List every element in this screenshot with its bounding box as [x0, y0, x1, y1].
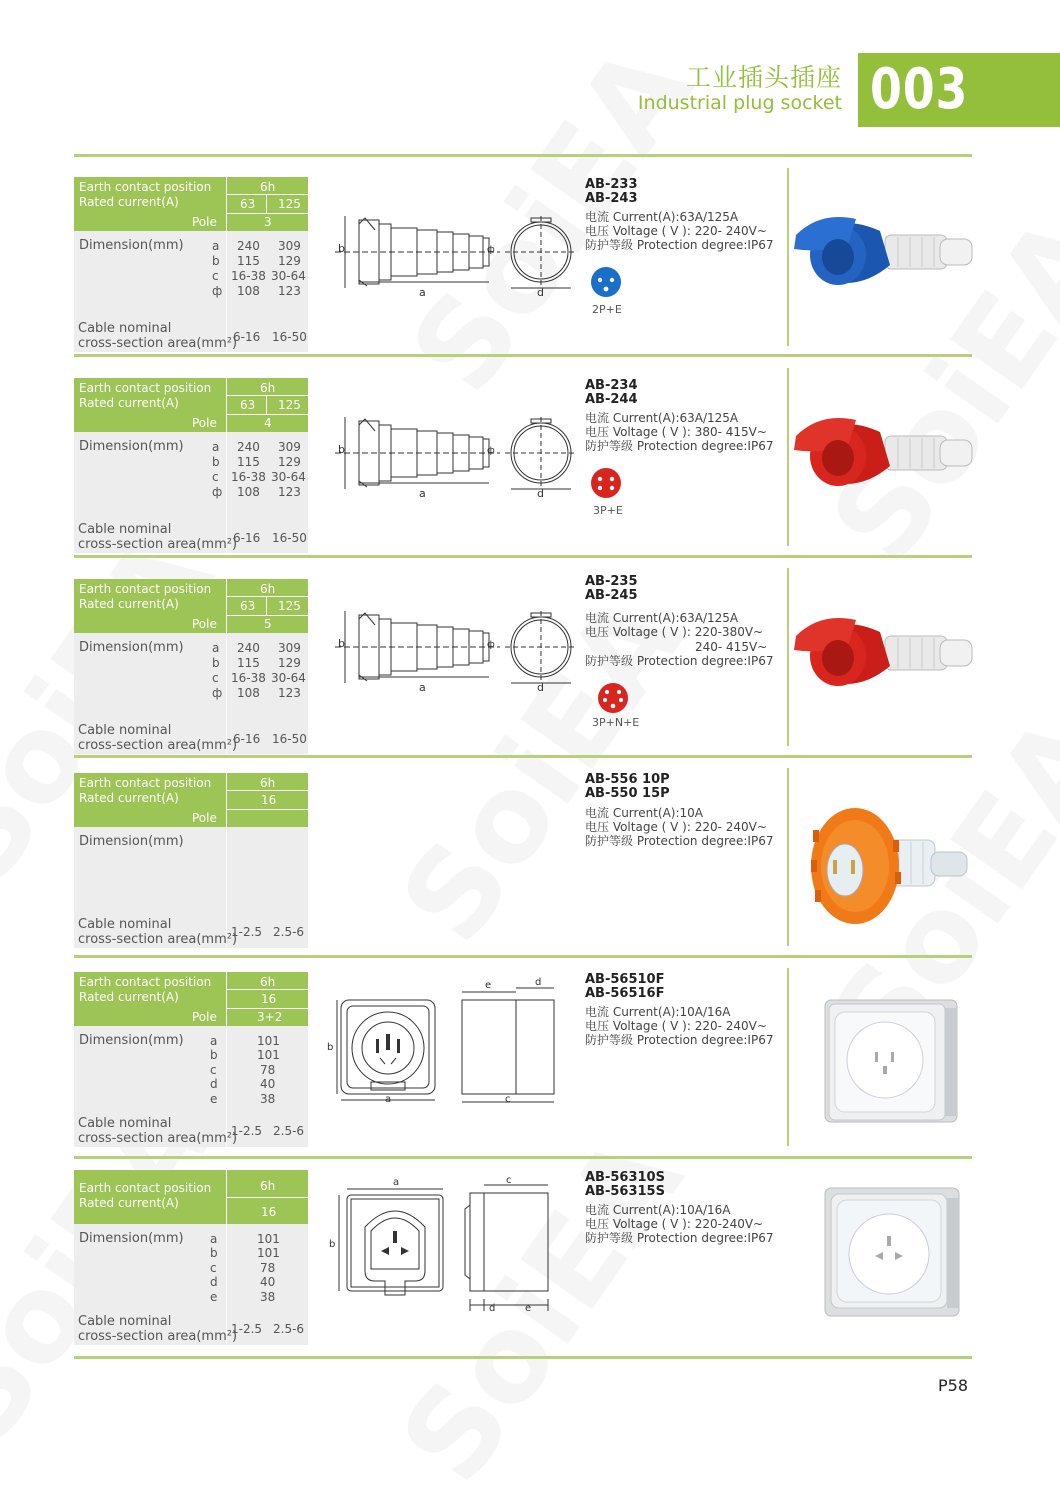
dimension-label: Dimension(mm)	[79, 238, 184, 253]
dim-letter: b	[338, 637, 345, 650]
dim-value: 123	[278, 686, 301, 700]
voltage-text: 240- 415V~	[695, 640, 768, 654]
current-text: 电流 Current(A):63A/125A	[585, 411, 739, 425]
voltage-text: 电压 Voltage ( V ): 220- 240V~	[585, 224, 767, 238]
divider	[74, 1156, 972, 1159]
earth-value: 6h	[260, 582, 276, 596]
divider	[74, 354, 972, 357]
rated-label: Rated current(A)	[79, 195, 179, 209]
dim-value: 108	[237, 686, 260, 700]
model-number: AB-233	[585, 177, 638, 192]
rated-label: Rated current(A)	[79, 791, 179, 805]
cable-label: Cable nominal	[78, 1314, 172, 1329]
dim-letter: b	[338, 242, 345, 255]
dim-letter: d	[537, 487, 544, 500]
earth-label: Earth contact position	[79, 582, 212, 596]
dim-value: 16-38	[231, 269, 266, 283]
dim-letter: ф	[487, 245, 495, 255]
current-value: 125	[278, 599, 301, 613]
pole-label: Pole	[192, 1010, 217, 1024]
dim-value: 240	[237, 239, 260, 253]
model-number: AB-243	[585, 191, 638, 206]
dim-value: 30-64	[271, 671, 306, 685]
dim-value: 38	[260, 1092, 276, 1106]
earth-value: 6h	[260, 1179, 276, 1193]
cable-value: 2.5-6	[273, 1124, 305, 1138]
column-separator	[787, 568, 789, 746]
current-value: 63	[240, 197, 256, 211]
protection-text: 防护等级 Protection degree:IP67	[585, 1033, 774, 1047]
dim-value: 115	[237, 656, 260, 670]
model-number: AB-244	[585, 392, 638, 407]
dim-letter: d	[537, 286, 544, 299]
dim-letter: b	[327, 1042, 334, 1053]
earth-label: Earth contact position	[79, 1181, 212, 1195]
column-separator	[787, 968, 789, 1146]
socket-drawing	[325, 978, 565, 1108]
divider	[74, 1356, 972, 1359]
earth-label: Earth contact position	[79, 180, 212, 194]
dim-letter: a	[385, 1094, 392, 1105]
dim-value: 40	[260, 1275, 276, 1289]
voltage-text: 电压 Voltage ( V ): 220-240V~	[585, 1217, 764, 1231]
dim-letter: a	[419, 681, 426, 694]
earth-label: Earth contact position	[79, 776, 212, 790]
current-value: 63	[240, 599, 256, 613]
dim-value: 78	[260, 1063, 276, 1077]
protection-text: 防护等级 Protection degree:IP67	[585, 1231, 774, 1245]
spec-table: Earth contact position Rated current(A) Pole 6h 63 125 3 Dimension(mm) a b c ф 240 309 115 129 16-38 30-64 108 123 Cable nominal cross-section area(mm²) 6-16 16-50	[74, 177, 308, 352]
spec-table: Earth contact position Rated current(A) Pole 6h 63 125 5 Dimension(mm) a b c ф 240 309 115 129 16-38 30-64 108 123 Cable nominal cross-section area(mm²) 6-16 16-50	[74, 579, 308, 754]
dim-value: 30-64	[271, 269, 306, 283]
cable-value: 2.5-6	[273, 925, 305, 939]
earth-value: 6h	[260, 180, 276, 194]
current-value: 125	[278, 398, 301, 412]
pole-value: 3+2	[257, 1010, 283, 1024]
protection-text: 防护等级 Protection degree:IP67	[585, 654, 774, 668]
cable-label: cross-section area(mm²)	[78, 1329, 238, 1344]
dim-letter: d	[489, 1303, 496, 1314]
model-number: AB-234	[585, 378, 638, 393]
dim-value: 309	[278, 239, 301, 253]
cable-value: 16-50	[272, 732, 307, 746]
rated-label: Rated current(A)	[79, 597, 179, 611]
cable-label: cross-section area(mm²)	[78, 336, 238, 351]
pole-label: Pole	[192, 811, 217, 825]
earth-value: 6h	[260, 381, 276, 395]
pole-label: Pole	[192, 215, 217, 229]
cable-value: 16-50	[272, 330, 307, 344]
cable-label: Cable nominal	[78, 1116, 172, 1131]
cable-value: 6-16	[233, 531, 261, 545]
column-separator	[787, 168, 789, 346]
dim-letter: ф	[487, 446, 495, 456]
socket-drawing	[325, 1175, 565, 1320]
dim-value: 115	[237, 254, 260, 268]
plug-drawing	[335, 605, 585, 695]
dimension-label: Dimension(mm)	[79, 1033, 184, 1048]
dimension-label: Dimension(mm)	[79, 439, 184, 454]
cable-label: Cable nominal	[78, 321, 172, 336]
protection-text: 防护等级 Protection degree:IP67	[585, 834, 774, 848]
dim-letter: e	[525, 1303, 532, 1314]
dim-letter: a	[393, 1177, 400, 1188]
pole-label: Pole	[192, 416, 217, 430]
header-number: 003	[870, 57, 969, 122]
dim-value: 240	[237, 440, 260, 454]
column-separator	[787, 768, 789, 946]
plug-drawing	[335, 411, 585, 501]
model-number: AB-56310S	[585, 1170, 665, 1185]
cable-label: cross-section area(mm²)	[78, 932, 238, 947]
spec-table: Earth contact position Rated current(A) 6h 16 Dimension(mm) a b c d e 101 101 78 40 38 Cable nominal cross-section area(mm²) 1-2.5 2.5-6	[74, 1170, 308, 1345]
dim-value: 101	[257, 1034, 280, 1048]
rated-label: Rated current(A)	[79, 990, 179, 1004]
model-number: AB-56315S	[585, 1184, 665, 1199]
dim-letter: b	[329, 1239, 336, 1250]
model-number: AB-56516F	[585, 986, 665, 1001]
cable-value: 6-16	[233, 732, 261, 746]
cable-value: 16-50	[272, 531, 307, 545]
current-text: 电流 Current(A):63A/125A	[585, 210, 739, 224]
cable-label: cross-section area(mm²)	[78, 537, 238, 552]
current-value: 63	[240, 398, 256, 412]
rated-label: Rated current(A)	[79, 1196, 179, 1210]
dim-value: 309	[278, 440, 301, 454]
dim-value: 108	[237, 284, 260, 298]
earth-label: Earth contact position	[79, 381, 212, 395]
voltage-text: 电压 Voltage ( V ): 220- 240V~	[585, 820, 767, 834]
pole-value: 4	[264, 416, 272, 430]
model-number: AB-235	[585, 574, 638, 589]
cable-label: Cable nominal	[78, 723, 172, 738]
dim-value: 129	[278, 455, 301, 469]
dim-value: 101	[257, 1232, 280, 1246]
divider	[74, 755, 972, 758]
dim-value: 240	[237, 641, 260, 655]
dim-letter: d	[535, 977, 542, 988]
divider	[74, 955, 972, 958]
cable-label: Cable nominal	[78, 522, 172, 537]
cable-value: 2.5-6	[273, 1322, 305, 1336]
current-text: 电流 Current(A):63A/125A	[585, 611, 739, 625]
red-plug-photo	[790, 606, 975, 701]
dim-letter: e	[485, 980, 492, 991]
cable-value: 1-2.5	[231, 925, 263, 939]
plug-drawing	[335, 210, 585, 300]
dim-letter: ф	[487, 640, 495, 650]
current-text: 电流 Current(A):10A/16A	[585, 1203, 731, 1217]
dim-letter: a	[419, 286, 426, 299]
current-text: 电流 Current(A):10A/16A	[585, 1005, 731, 1019]
current-value: 16	[261, 1205, 277, 1219]
voltage-text: 电压 Voltage ( V ): 220- 240V~	[585, 1019, 767, 1033]
current-text: 电流 Current(A):10A	[585, 806, 703, 820]
rated-label: Rated current(A)	[79, 396, 179, 410]
pin-layout-icon	[597, 682, 629, 714]
column-separator	[787, 368, 789, 546]
spec-table	[74, 773, 308, 948]
pole-value: 5	[264, 617, 272, 631]
dim-value: 115	[237, 455, 260, 469]
dim-value: 101	[257, 1246, 280, 1260]
pin-label: 3P+N+E	[592, 716, 640, 729]
dimension-label: Dimension(mm)	[79, 1231, 184, 1246]
dim-letter: a	[419, 487, 426, 500]
dim-value: 38	[260, 1290, 276, 1304]
voltage-text: 电压 Voltage ( V ): 380- 415V~	[585, 425, 767, 439]
earth-value: 6h	[260, 776, 276, 790]
cable-value: 1-2.5	[231, 1322, 263, 1336]
protection-text: 防护等级 Protection degree:IP67	[585, 439, 774, 453]
dim-value: 30-64	[271, 470, 306, 484]
dim-value: 101	[257, 1048, 280, 1062]
spec-table: Earth contact position Rated current(A) Pole 6h 63 125 4 Dimension(mm) a b c ф 240 309 115 129 16-38 30-64 108 123 Cable nominal cross-section area(mm²) 6-16 16-50	[74, 378, 308, 553]
dim-letter: c	[506, 1175, 512, 1186]
model-number: AB-56510F	[585, 972, 665, 987]
dim-letter: b	[338, 443, 345, 456]
dim-letter: d	[537, 681, 544, 694]
current-value: 16	[261, 992, 277, 1006]
header-title-cn: 工业插头插座	[685, 63, 842, 92]
dimension-label: Dimension(mm)	[79, 640, 184, 655]
socket-box-photo	[815, 990, 965, 1130]
earth-value: 6h	[260, 975, 276, 989]
page-number: P58	[938, 1376, 969, 1395]
dimension-label: Dimension(mm)	[79, 834, 184, 849]
socket-box-photo	[815, 1182, 965, 1322]
pole-label: Pole	[192, 617, 217, 631]
voltage-text: 电压 Voltage ( V ): 220-380V~	[585, 625, 764, 639]
model-number: AB-556 10P	[585, 772, 670, 787]
red-plug-photo	[790, 406, 975, 501]
current-value: 16	[261, 793, 277, 807]
pin-layout-icon	[590, 467, 622, 499]
header-title-en: Industrial plug socket	[637, 92, 842, 114]
dim-value: 129	[278, 656, 301, 670]
blue-plug-photo	[790, 205, 975, 300]
dim-value: 309	[278, 641, 301, 655]
pin-label: 3P+E	[593, 504, 623, 517]
divider	[74, 555, 972, 558]
dim-letter: c	[505, 1094, 511, 1105]
dim-value: 129	[278, 254, 301, 268]
dim-value: 123	[278, 485, 301, 499]
cable-label: cross-section area(mm²)	[78, 1131, 238, 1146]
dim-value: 16-38	[231, 470, 266, 484]
cable-value: 6-16	[233, 330, 261, 344]
pin-label: 2P+E	[592, 303, 622, 316]
spec-table: Earth contact position Rated current(A) Pole 6h 16 3+2 Dimension(mm) a b c d e 101 101 78 40 38 Cable nominal cross-section area(mm²) 1-2.5 2.5-6	[74, 972, 308, 1147]
cable-label: cross-section area(mm²)	[78, 738, 238, 753]
dim-value: 16-38	[231, 671, 266, 685]
cable-label: Cable nominal	[78, 917, 172, 932]
dim-value: 108	[237, 485, 260, 499]
orange-plug-photo	[805, 800, 975, 935]
cable-value: 1-2.5	[231, 1124, 263, 1138]
pole-value: 3	[264, 215, 272, 229]
model-number: AB-550 15P	[585, 786, 670, 801]
pin-layout-icon	[590, 266, 622, 298]
dim-value: 40	[260, 1077, 276, 1091]
model-number: AB-245	[585, 588, 638, 603]
divider	[74, 154, 972, 157]
protection-text: 防护等级 Protection degree:IP67	[585, 238, 774, 252]
current-value: 125	[278, 197, 301, 211]
dim-value: 123	[278, 284, 301, 298]
earth-label: Earth contact position	[79, 975, 212, 989]
dim-value: 78	[260, 1261, 276, 1275]
